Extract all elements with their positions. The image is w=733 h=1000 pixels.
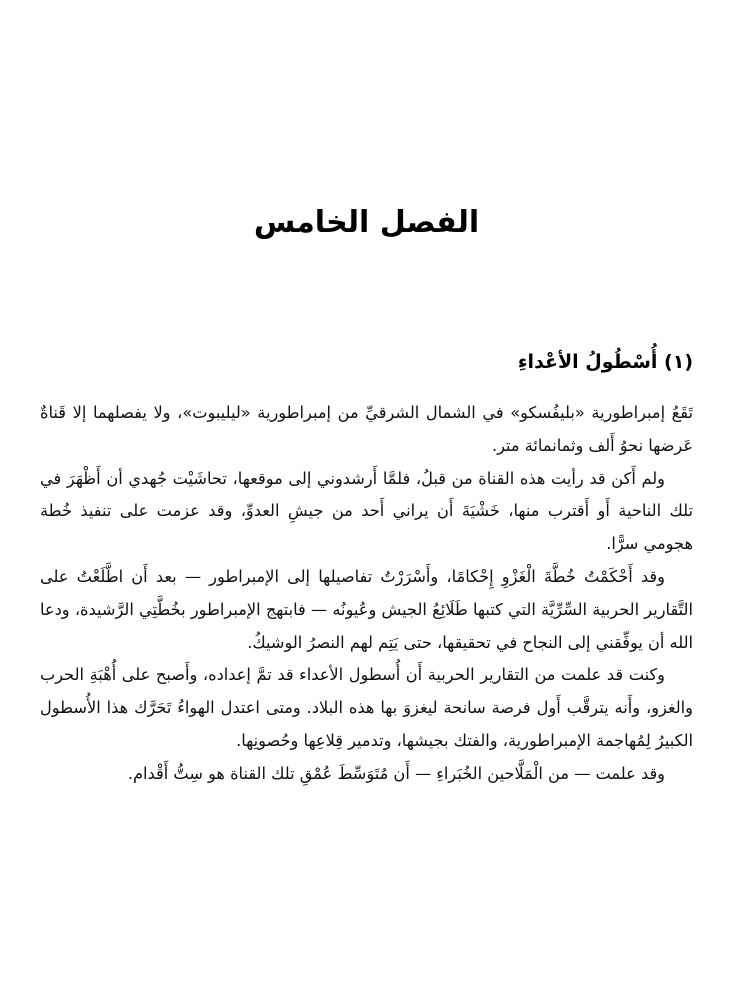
section-heading: (١) أُسْطُولُ الأعْداءِ	[517, 351, 693, 373]
chapter-title: الفصل الخامس	[253, 205, 480, 240]
paragraph-1: تَقَعُ إمبراطورية «بليفُسكو» في الشمال الشرقيِّ من إمبراطورية «ليليبوت»، ولا يفصلهما إلا قَناةٌ عَرضها نحوُ أَلف وثمانمائة متر.	[40, 403, 693, 455]
paragraph-4: وكنت قد علمت من التقارير الحربية أَن أُسطول الأعداء قد تمَّ إعداده، وأَصبح على أُهْبَةِ الحرب والغزو، وأَنه يترقَّب أَول فرصة سانحة ليغزوَ بها هذه البلاد. ومتى اعتدل الهواءُ تَحَرَّك هذا الأُسطول الكبيرُ لِمُهاجمة الإمبراطورية، والفتك بجيشها، وتدمير قِلاعِها وحُصونِها.	[40, 665, 693, 750]
chapter-body	[40, 397, 693, 791]
paragraph-3: وقد أَحْكَمْتُ خُطَّةَ الْغَزْوِ إِحْكامًا، وأَسْرَرْتُ تفاصيلها إلى الإمبراطور — بعد أَن اطَّلَعْتُ على التَّقارير الحربية السِّرِّيَّة التي كتبها طَلَائِعُ الجيش وعُيونُه — فابتهج الإمبراطور بخُطَّتِي الرَّشيدة، ودعا الله أن يوفِّقني إلى النجاح في تحقيقها، حتى يَتِم لهم النصرُ الوشيكُ.	[40, 566, 693, 652]
paragraph-2: ولم أَكن قد رأيت هذه القناة من قبلُ، فلمَّا أَرشدوني إلى موقعها، تحاشَيْت جُهدي أن أَظْهَرَ في تلك الناحية أَو أَقترب منها، خَشْيَةَ أَن يراني أَحد من جيشِ العدوِّ، وقد عزمت على تنفيذ خُطة هجومي سرًّا.	[40, 468, 693, 554]
paragraph-5: وقد علمت — من الْمَلَّاحين الخُبَراءِ — أَن مُتَوَسِّطَ عُمْقِ تلك القناة هو سِتُّ أَقْدام.	[127, 763, 665, 783]
